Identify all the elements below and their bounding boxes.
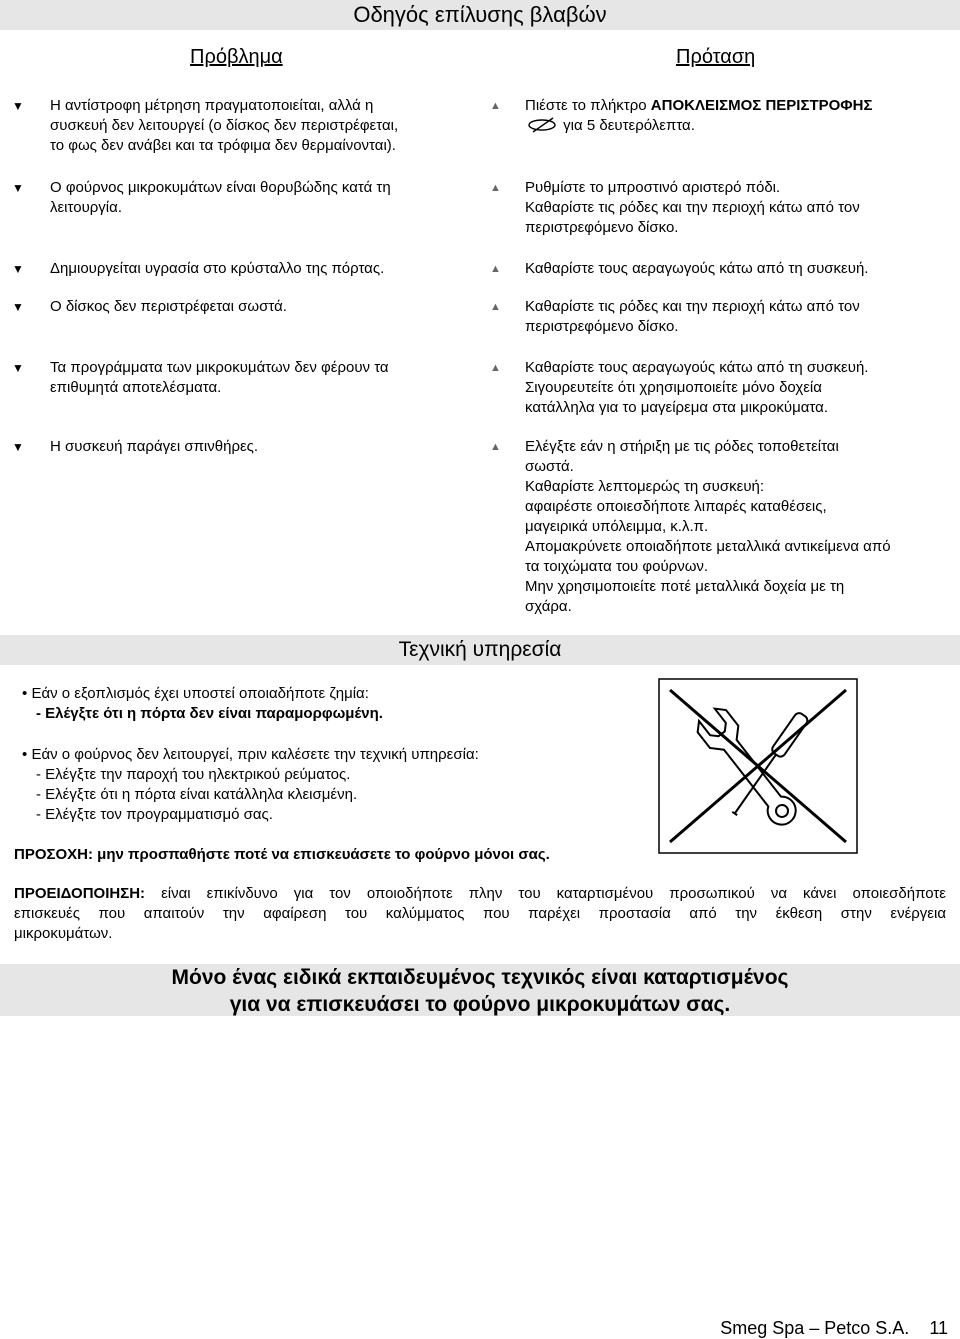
suggestion-text: Καθαρίστε τις ρόδες και την περιοχή κάτω από τον περιστρεφόμενο δίσκο. <box>525 298 860 335</box>
warning-note: ΠΡΟΕΙΔΟΠΟΙΗΣΗ: είναι επικίνδυνο για τον οποιοδήποτε πλην του καταρτισμένου προσωπικού να κάνει οποιεσδήποτε επισκευές που απαιτούν την αφαίρεση του καλύμματος που παρέχει προστασία από την έκθεση στην ενέργεια μικροκυμάτων. <box>14 885 946 942</box>
rotation-lock-icon <box>527 117 559 133</box>
triangle-up-icon: ▲ <box>490 301 501 313</box>
no-tools-icon <box>658 678 858 854</box>
bullet-icon: • <box>22 746 28 763</box>
triangle-up-icon: ▲ <box>490 100 501 112</box>
page-title: Οδηγός επίλυσης βλαβών <box>0 0 960 30</box>
service-bullet: • Εάν ο φούρνος δεν λειτουργεί, πριν καλέσετε την τεχνική υπηρεσία: <box>22 746 479 763</box>
triangle-down-icon: ▼ <box>12 361 24 375</box>
suggestion-text: Καθαρίστε τους αεραγωγούς κάτω από τη συσκευή. <box>525 260 869 277</box>
triangle-down-icon: ▼ <box>12 440 24 454</box>
triangle-down-icon: ▼ <box>12 99 24 113</box>
service-section-title: Τεχνική υπηρεσία <box>0 635 960 665</box>
suggestion-text: Καθαρίστε τους αεραγωγούς κάτω από τη συσκευή. Σιγουρευτείτε ότι χρησιμοποιείτε μόνο δοχεία κατάλληλα για το μαγείρεμα στα μικροκύματα. <box>525 359 869 416</box>
triangle-up-icon: ▲ <box>490 182 501 194</box>
page-footer: Smeg Spa – Petco S.A. 11 <box>720 1318 948 1338</box>
triangle-up-icon: ▲ <box>490 441 501 453</box>
problem-text: Η συσκευή παράγει σπινθήρες. <box>50 438 259 455</box>
suggestion-text: Ελέγξτε εάν η στήριξη με τις ρόδες τοποθετείται σωστά. Καθαρίστε λεπτομερώς τη συσκευή: αφαιρέστε οποιεσδήποτε λιπαρές καταθέσεις, μαγειρικά υπόλειμμα, κ.λ.π. Απομακρύνετε οποιαδήποτε μεταλλικά αντικείμενα από τα τοιχώματα του φούρνων. Μην χρησιμοποιείτε ποτέ μεταλλικά δοχεία με τη σχάρα. <box>525 438 891 615</box>
triangle-up-icon: ▲ <box>490 362 501 374</box>
bullet-icon: • <box>22 685 28 702</box>
triangle-down-icon: ▼ <box>12 300 24 314</box>
problem-text: Ο φούρνος μικροκυμάτων είναι θορυβώδης κατά τη λειτουργία. <box>50 179 391 216</box>
service-sub-list: - Ελέγξτε την παροχή του ηλεκτρικού ρεύματος. - Ελέγξτε ότι η πόρτα είναι κατάλληλα κλεισμένη. - Ελέγξτε τον προγραμματισμό σας. <box>36 766 358 823</box>
triangle-down-icon: ▼ <box>12 262 24 276</box>
problem-text: Ο δίσκος δεν περιστρέφεται σωστά. <box>50 298 287 315</box>
suggestion-column-header: Πρόταση <box>676 46 756 68</box>
service-sub-item: - Ελέγξτε ότι η πόρτα δεν είναι παραμορφωμένη. <box>36 705 383 722</box>
problem-text: Η αντίστροφη μέτρηση πραγματοποιείται, αλλά η συσκευή δεν λειτουργεί (ο δίσκος δεν περιστρέφεται, το φως δεν ανάβει και τα τρόφιμα δεν θερμαίνονται). <box>50 97 399 154</box>
problem-column-header: Πρόβλημα <box>190 46 283 68</box>
suggestion-text: Ρυθμίστε το μπροστινό αριστερό πόδι. Καθαρίστε τις ρόδες και την περιοχή κάτω από τον περιστρεφόμενο δίσκο. <box>525 179 860 236</box>
triangle-down-icon: ▼ <box>12 181 24 195</box>
triangle-up-icon: ▲ <box>490 263 501 275</box>
problem-text: Τα προγράμματα των μικροκυμάτων δεν φέρουν τα επιθυμητά αποτελέσματα. <box>50 359 389 396</box>
problem-text: Δημιουργείται υγρασία στο κρύσταλλο της πόρτας. <box>50 260 385 277</box>
technician-banner: Μόνο ένας ειδικά εκπαιδευμένος τεχνικός είναι καταρτισμένος για να επισκευάσει το φούρνο μικροκυμάτων σας. <box>0 964 960 1016</box>
caution-note: ΠΡΟΣΟΧΗ: μην προσπαθήστε ποτέ να επισκευάσετε το φούρνο μόνοι σας. <box>14 846 550 863</box>
service-bullet: • Εάν ο εξοπλισμός έχει υποστεί οποιαδήποτε ζημία: <box>22 685 369 702</box>
suggestion-text: Πιέστε το πλήκτρο ΑΠΟΚΛΕΙΣΜΟΣ ΠΕΡΙΣΤΡΟΦΗΣ για 5 δευτερόλεπτα. <box>525 97 873 134</box>
